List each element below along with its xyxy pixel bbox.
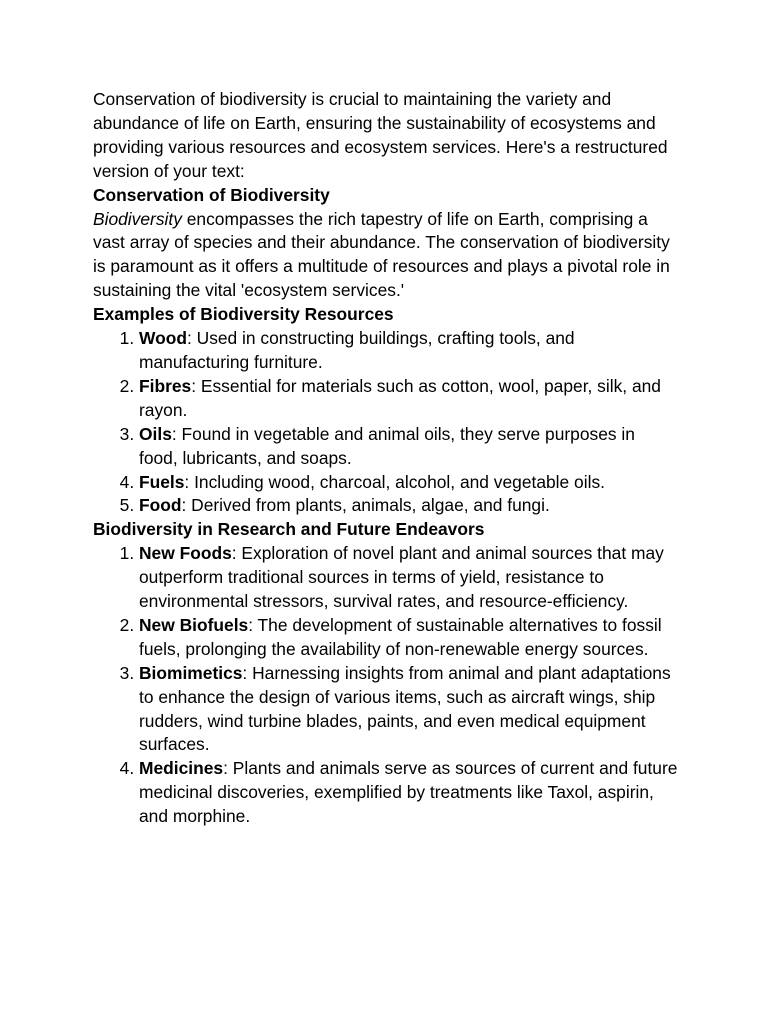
list-item-term: Biomimetics	[139, 662, 243, 683]
resources-heading: Examples of Biodiversity Resources	[93, 304, 394, 325]
list-item-text: : The development of sustainable alternatives to fossil fuels, prolonging the availability of non-renewable energy sources.	[139, 614, 662, 659]
research-list	[93, 542, 678, 829]
list-item-term: Fuels	[139, 471, 185, 492]
list-item	[139, 327, 678, 375]
document-title: Conservation of Biodiversity	[93, 184, 330, 205]
list-item-text: : Derived from plants, animals, algae, and fungi.	[181, 495, 550, 516]
list-item	[139, 375, 678, 423]
document-body	[93, 88, 678, 829]
list-item	[139, 494, 678, 518]
research-heading: Biodiversity in Research and Future Endeavors	[93, 519, 485, 540]
list-item	[139, 423, 678, 471]
list-item-text: : Including wood, charcoal, alcohol, and vegetable oils.	[184, 471, 605, 492]
list-item	[139, 471, 678, 495]
list-item-text: : Exploration of novel plant and animal sources that may outperform traditional sources in terms of yield, resistance to environmental stressors, survival rates, and resource-efficiency.	[139, 543, 664, 612]
list-item-term: Oils	[139, 423, 172, 444]
definition-paragraph	[93, 208, 678, 304]
list-item-term: New Foods	[139, 543, 232, 564]
list-item	[139, 542, 678, 614]
list-item-term: Medicines	[139, 758, 224, 779]
list-item	[139, 662, 678, 758]
list-item-term: New Biofuels	[139, 614, 249, 635]
definition-text: encompasses the rich tapestry of life on Earth, comprising a vast array of species and their abundance. The conservation of biodiversity is paramount as it offers a multitude of resources and plays a pivotal role in sustaining the vital 'ecosystem services.'	[93, 208, 670, 301]
list-item-term: Food	[139, 495, 182, 516]
list-item-text: : Plants and animals serve as sources of current and future medicinal discoveries, exemplified by treatments like Taxol, aspirin, and morphine.	[139, 758, 678, 827]
list-item	[139, 757, 678, 829]
intro-paragraph: Conservation of biodiversity is crucial to maintaining the variety and abundance of life on Earth, ensuring the sustainability of ecosystems and providing various resources and ecosystem services. Here's a restructured version of your text:	[93, 89, 668, 181]
list-item-term: Wood	[139, 328, 187, 349]
list-item-text: : Harnessing insights from animal and plant adaptations to enhance the design of various items, such as aircraft wings, ship rudders, wind turbine blades, paints, and even medical equipment surfaces.	[139, 662, 671, 755]
definition-term: Biodiversity	[93, 208, 182, 229]
list-item-text: : Used in constructing buildings, crafting tools, and manufacturing furniture.	[139, 328, 575, 372]
list-item-text: : Found in vegetable and animal oils, they serve purposes in food, lubricants, and soaps.	[139, 423, 635, 468]
resources-list	[93, 327, 678, 518]
list-item-term: Fibres	[139, 375, 192, 396]
list-item-text: : Essential for materials such as cotton, wool, paper, silk, and rayon.	[139, 375, 661, 420]
list-item	[139, 614, 678, 662]
